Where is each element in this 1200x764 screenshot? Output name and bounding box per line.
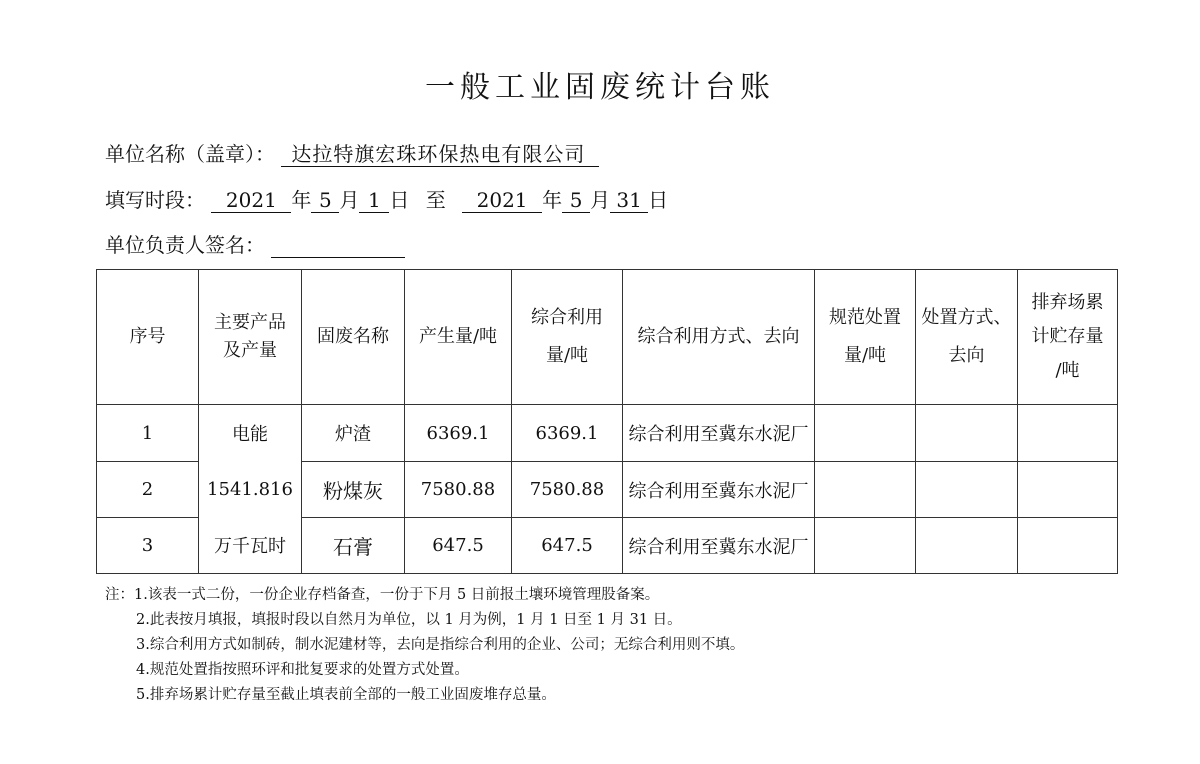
day-char: 日	[648, 188, 669, 212]
product-line-3: 万千瓦时	[199, 518, 302, 574]
signature-line	[105, 229, 405, 258]
row-method: 综合利用至冀东水泥厂	[623, 405, 815, 462]
header-storage: 排弃场累 计贮存量 /吨	[1018, 270, 1118, 405]
row-amount: 7580.88	[405, 462, 512, 518]
period-label: 填写时段：	[105, 188, 205, 212]
document-title: 一般工业固废统计台账	[425, 70, 775, 105]
header-amount: 产生量/吨	[405, 270, 512, 405]
product-line-1: 电能	[199, 405, 302, 462]
note-item: 2.此表按月填报，填报时段以自然月为单位，以 1 月为例，1 月 1 日至 1 月 31 日。	[136, 612, 682, 628]
row-waste: 粉煤灰	[302, 462, 405, 518]
start-month: 5	[311, 188, 339, 213]
end-year: 2021	[462, 188, 542, 213]
header-row	[97, 270, 1118, 405]
header-product: 主要产品 及产量	[199, 270, 302, 405]
row-disposal-method[interactable]	[916, 462, 1018, 518]
row-disposal[interactable]	[815, 405, 916, 462]
start-day: 1	[359, 188, 389, 213]
header-seq: 序号	[97, 270, 199, 405]
row-seq: 2	[97, 462, 199, 518]
signature-field[interactable]	[271, 233, 405, 258]
table-row	[97, 405, 1118, 462]
table-row	[97, 462, 1118, 518]
note-item: 4.规范处置指按照环评和批复要求的处置方式处置。	[136, 662, 469, 678]
table-row	[97, 518, 1118, 574]
row-amount: 647.5	[405, 518, 512, 574]
notes-section	[105, 583, 744, 708]
row-seq: 3	[97, 518, 199, 574]
product-line-2: 1541.816	[199, 462, 302, 518]
header-waste-name: 固废名称	[302, 270, 405, 405]
row-disposal-method[interactable]	[916, 405, 1018, 462]
note-item: 5.排弃场累计贮存量至截止填表前全部的一般工业固废堆存总量。	[136, 687, 556, 703]
row-method: 综合利用至冀东水泥厂	[623, 462, 815, 518]
row-disposal[interactable]	[815, 462, 916, 518]
unit-name-value: 达拉特旗宏珠环保热电有限公司	[281, 142, 599, 167]
notes-prefix: 注：	[105, 587, 134, 603]
row-storage[interactable]	[1018, 405, 1118, 462]
row-waste: 炉渣	[302, 405, 405, 462]
row-method: 综合利用至冀东水泥厂	[623, 518, 815, 574]
header-method: 综合利用方式、去向	[623, 270, 815, 405]
year-char: 年	[291, 188, 312, 212]
year-char: 年	[542, 188, 563, 212]
note-item: 注：1.该表一式二份，一份企业存档备查，一份于下月 5 日前报土壤环境管理股备案。	[105, 587, 660, 603]
signature-label: 单位负责人签名：	[105, 233, 265, 257]
row-amount: 6369.1	[405, 405, 512, 462]
unit-name-line	[105, 138, 599, 167]
header-utilized: 综合利用 量/吨	[512, 270, 623, 405]
row-utilized: 6369.1	[512, 405, 623, 462]
header-disposal: 规范处置 量/吨	[815, 270, 916, 405]
waste-ledger-table	[96, 269, 1118, 574]
row-utilized: 7580.88	[512, 462, 623, 518]
start-year: 2021	[211, 188, 291, 213]
row-storage[interactable]	[1018, 462, 1118, 518]
header-disposal-method: 处置方式、 去向	[916, 270, 1018, 405]
row-waste: 石膏	[302, 518, 405, 574]
end-month: 5	[562, 188, 590, 213]
row-utilized: 647.5	[512, 518, 623, 574]
day-char: 日	[389, 188, 410, 212]
row-storage[interactable]	[1018, 518, 1118, 574]
note-item: 3.综合利用方式如制砖，制水泥建材等，去向是指综合利用的企业、公司；无综合利用则不填。	[136, 637, 745, 653]
row-seq: 1	[97, 405, 199, 462]
end-day: 31	[610, 188, 648, 213]
row-disposal[interactable]	[815, 518, 916, 574]
unit-name-label: 单位名称（盖章）：	[105, 142, 275, 166]
row-disposal-method[interactable]	[916, 518, 1018, 574]
month-char: 月	[590, 188, 611, 212]
month-char: 月	[339, 188, 360, 212]
period-line	[105, 184, 668, 213]
to-char: 至	[425, 188, 446, 212]
